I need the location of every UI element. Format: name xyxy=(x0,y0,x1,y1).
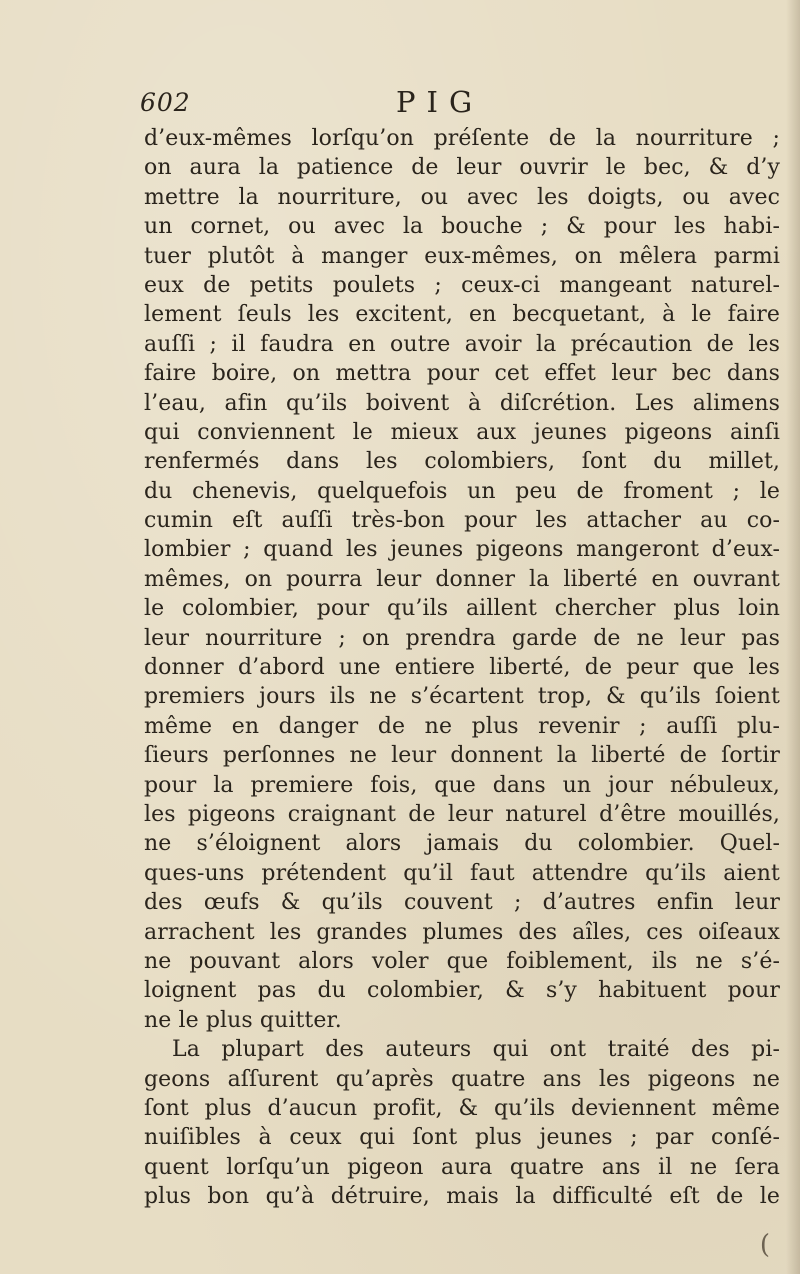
text-line: lombier ; quand les jeunes pigeons mangeront d’eux- xyxy=(144,537,780,563)
text-line: ſont plus d’aucun profit, & qu’ils deviennent même xyxy=(144,1095,780,1121)
text-line: d’eux-mêmes lorſqu’on préſente de la nourriture ; xyxy=(144,126,780,151)
running-head: PIG xyxy=(396,85,484,119)
text-line: même en danger de ne plus revenir ; auſſi plu- xyxy=(144,713,780,739)
text-line: des œufs & qu’ils couvent ; d’autres enfin leur xyxy=(144,890,780,916)
text-line: auſſi ; il faudra en outre avoir la précaution de les xyxy=(144,331,780,357)
text-line: mêmes, on pourra leur donner la liberté en ouvrant xyxy=(144,566,780,592)
page-number: 602 xyxy=(140,88,191,117)
text-line: ſieurs perſonnes ne leur donnent la liberté de ſortir xyxy=(144,743,780,769)
text-line: donner d’abord une entiere liberté, de peur que les xyxy=(144,655,780,681)
text-line: les pigeons craignant de leur naturel d’être mouillés, xyxy=(144,801,780,827)
text-line: ques-uns prétendent qu’il faut attendre qu’ils aient xyxy=(144,860,780,886)
page-edge-shadow xyxy=(786,0,800,1274)
text-line: premiers jours ils ne s’écartent trop, & qu’ils ſoient xyxy=(144,684,780,710)
text-line: renfermés dans les colombiers, ſont du millet, xyxy=(144,449,780,475)
text-line: un cornet, ou avec la bouche ; & pour les habi- xyxy=(144,214,780,240)
text-line: tuer plutôt à manger eux-mêmes, on mêlera parmi xyxy=(144,243,780,269)
text-line: le colombier, pour qu’ils aillent chercher plus loin xyxy=(144,596,780,622)
text-line: pour la premiere fois, que dans un jour nébuleux, xyxy=(144,772,780,798)
page-header xyxy=(140,85,780,122)
text-line: lement ſeuls les excitent, en becquetant, à le faire xyxy=(144,302,780,328)
text-line: quent lorſqu’un pigeon aura quatre ans il ne ſera xyxy=(144,1154,780,1180)
text-line: plus bon qu’à détruire, mais la difficulté eſt de le xyxy=(144,1184,780,1210)
text-line: leur nourriture ; on prendra garde de ne leur pas xyxy=(144,625,780,651)
text-line: qui conviennent le mieux aux jeunes pigeons ainſi xyxy=(144,419,780,445)
text-line: cumin eſt auſſi très-bon pour les attacher au co- xyxy=(144,508,780,534)
text-line: l’eau, afin qu’ils boivent à diſcrétion. Les alimens xyxy=(144,390,780,416)
text-line: mettre la nourriture, ou avec les doigts, ou avec xyxy=(144,184,780,210)
text-line: arrachent les grandes plumes des aîles, ces oiſeaux xyxy=(144,919,780,945)
text-line: ne pouvant alors voler que foiblement, ils ne s’é- xyxy=(144,948,780,974)
margin-mark: ( xyxy=(759,1230,770,1260)
paragraph-start-line: La plupart des auteurs qui ont traité des pi- xyxy=(172,1037,780,1063)
text-line: faire boire, on mettra pour cet effet leur bec dans xyxy=(144,361,780,387)
text-line: on aura la patience de leur ouvrir le bec, & d’y xyxy=(144,155,780,181)
paragraph-end-line: ne le plus quitter. xyxy=(144,1007,342,1033)
text-line: loignent pas du colombier, & s’y habituent pour xyxy=(144,978,780,1004)
text-line: nuiſibles à ceux qui ſont plus jeunes ; par conſé- xyxy=(144,1125,780,1151)
text-line: ne s’éloignent alors jamais du colombier. Quel- xyxy=(144,831,780,857)
body-text xyxy=(144,124,780,1211)
text-line: du chenevis, quelquefois un peu de froment ; le xyxy=(144,478,780,504)
text-line: eux de petits poulets ; ceux-ci mangeant naturel- xyxy=(144,272,780,298)
text-line: geons aſſurent qu’après quatre ans les pigeons ne xyxy=(144,1066,780,1092)
